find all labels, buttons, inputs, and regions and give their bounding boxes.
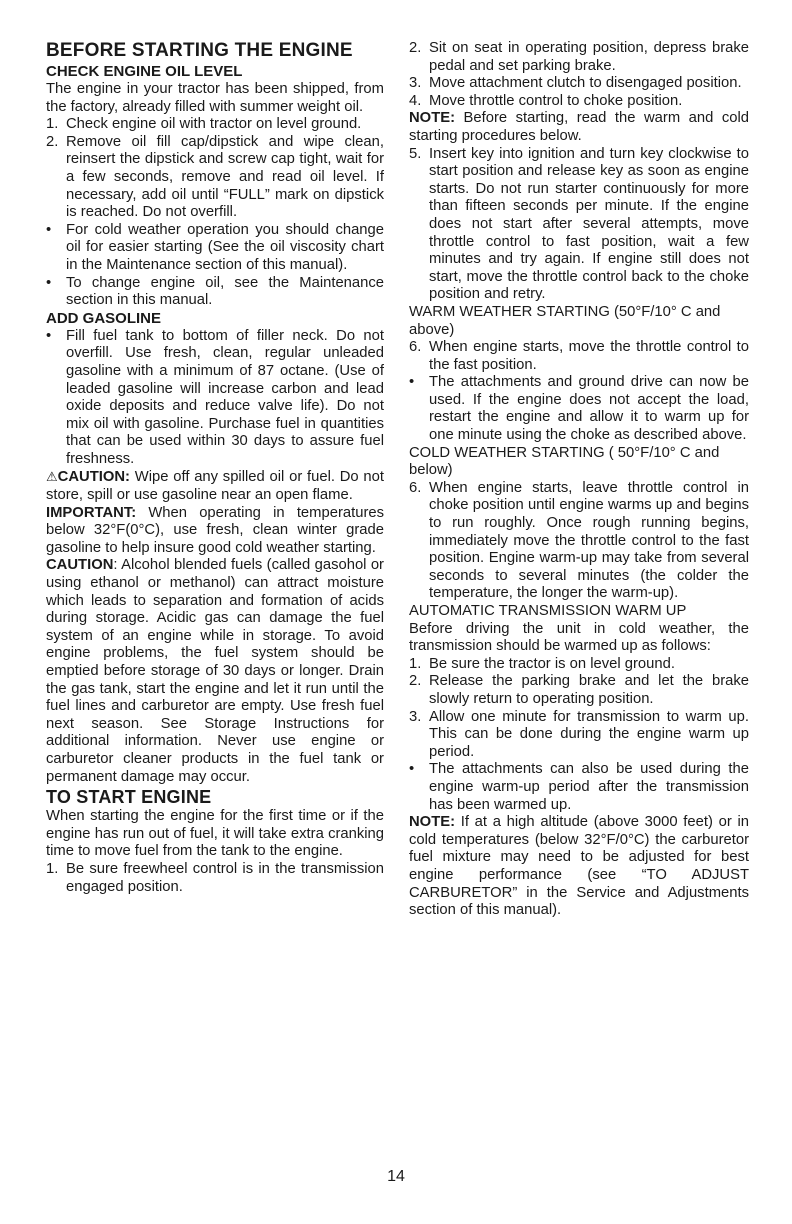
list-marker: 4. [409,92,422,109]
right-column [409,40,749,920]
list-text: To change engine oil, see the Maintenance section in this manual. [66,274,384,309]
list-text: Remove oil fill cap/dipstick and wipe clean, reinsert the dipstick and screw cap tight, wait for a few seconds, remove and read oil level. If necessary, add oil until “FULL” mark on dipstick is reached. Do not overfill. [66,133,384,221]
list-item [409,146,749,304]
oil-intro: The engine in your tractor has been shipped, from the factory, already filled with summer weight oil. [46,81,384,115]
warm-weather-heading: WARM WEATHER STARTING (50°F/10° C and above) [409,303,721,338]
list-item [409,339,749,374]
list-text: Be sure the tractor is on level ground. [429,655,675,672]
list-text: Release the parking brake and let the brake slowly return to operating position. [429,673,749,707]
note-paragraph [409,814,749,920]
caution-label: CAUTION [46,557,114,574]
list-marker: • [409,761,415,778]
list-item [409,93,749,111]
important-text: When operating in temperatures below 32°F(0°C), use fresh, clean winter grade gasoline to help insure good cold weather starting. [46,504,384,556]
note-text: Before starting, read the warm and cold starting procedures below. [409,110,749,144]
list-marker: • [46,274,52,291]
list-marker: 3. [409,75,422,92]
list-text: The attachments can also be used during the engine warm-up period after the transmission has been warmed up. [429,761,749,813]
list-text: For cold weather operation you should change oil for easier starting (See the oil viscosity chart in the Maintenance section of this manual). [66,221,384,273]
list-marker: 1. [46,860,59,877]
note-paragraph [409,110,749,145]
list-marker: • [409,374,415,391]
note-label: NOTE: [409,814,456,831]
important-label: IMPORTANT: [46,504,137,521]
list-marker: 3. [409,708,422,725]
list-text: Check engine oil with tractor on level ground. [66,116,362,133]
cold-weather-heading: COLD WEATHER STARTING ( 50°F/10° C and below) [409,444,720,479]
list-item [409,709,749,762]
list-marker: 1. [46,116,59,133]
page-number: 14 [387,1168,405,1185]
left-column [46,40,384,896]
list-marker: 5. [409,145,422,162]
start-engine-heading: TO START ENGINE [46,787,212,808]
start-intro: When starting the engine for the first time or if the engine has run out of fuel, it will take extra cranking time to move fuel from the tank to the engine. [46,808,384,860]
list-item [46,328,384,469]
list-item [46,134,384,222]
list-marker: 2. [409,673,422,690]
list-text: Fill fuel tank to bottom of filler neck. Do not overfill. Use fresh, clean, regular unleaded gasoline with a minimum of 87 octane. (Use of leaded gasoline will increase carbon and lead oxide deposits and reduce valve life). Do not mix oil with gasoline. Purchase fuel in quantities that can be used within 30 days to assure fuel freshness. [66,327,384,467]
note-text: If at a high altitude (above 3000 feet) or in cold temperatures (below 32°F/0°C) the carburetor fuel mixture may need to be adjusted for best engine performance (see “TO ADJUST CARBURETOR” in the Service and Adjustments section of this manual). [409,814,749,919]
warning-icon: ⚠ [46,469,58,485]
caution-text: Wipe off any spilled oil or fuel. Do not store, spill or use gasoline near an open flame. [46,469,384,504]
list-text: Be sure freewheel control is in the transmission engaged position. [66,860,384,895]
gasoline-heading: ADD GASOLINE [46,309,162,327]
oil-steps [46,116,384,310]
list-text: Move attachment clutch to disengaged position. [429,75,742,92]
list-text: Insert key into ignition and turn key clockwise to start position and release key as soon as engine starts. Do not run starter continuously for more than fifteen seconds per minute. If the engine does not start after several attempts, move throttle control to fast position, wait a few minutes and try again. If engine still does not start, move the throttle control back to the choke position and retry. [429,145,749,303]
caution-text: : Alcohol blended fuels (called gasohol or using ethanol or methanol) can attract moisture which leads to separation and formation of acids during storage. Acidic gas can damage the fuel system of an engine while in storage. To avoid engine problems, the fuel system should be emptied before storage of 30 days or longer. Drain the gas tank, start the engine and let it run until the fuel lines and carburetor are empty. Use fresh fuel next season. See Storage Instructions for additional information. Never use engine or carburetor cleaner products in the fuel tank or permanent damage may occur. [46,557,384,785]
list-marker: • [46,221,52,238]
list-marker: 6. [409,339,422,356]
list-item [409,761,749,814]
caution-paragraph [46,468,384,504]
list-item [46,116,384,134]
list-item [409,374,749,444]
list-text: The attachments and ground drive can now be used. If the engine does not accept the load, restart the engine and allow it to warm up for one minute using the choke as described above. [429,374,749,444]
caution-label: CAUTION: [57,469,130,486]
important-paragraph [46,505,384,558]
list-marker: 6. [409,479,422,496]
list-text: When engine starts, move the throttle control to the fast position. [429,339,749,373]
list-marker: 2. [409,40,422,56]
list-item [409,480,749,603]
list-text: Allow one minute for transmission to warm up. This can be done during the engine warm up period. [429,708,749,760]
transmission-heading: AUTOMATIC TRANSMISSION WARM UP [409,603,687,619]
note-label: NOTE: [409,110,456,127]
list-marker: • [46,327,52,344]
list-item [409,656,749,674]
section-title: BEFORE STARTING THE ENGINE [46,40,353,61]
alcohol-caution-paragraph [46,557,384,786]
list-item [46,275,384,310]
list-text: Sit on seat in operating position, depress brake pedal and set parking brake. [429,40,749,74]
list-item [46,861,384,896]
list-marker: 1. [409,655,422,672]
list-item [409,40,749,75]
list-marker: 2. [46,133,59,150]
list-item [46,222,384,275]
list-text: When engine starts, leave throttle control in choke position until engine warms up and begins to run roughly. Once rough running begins, immediately move the throttle control to the fast position. Engine warm-up may take from several seconds to several minutes (the colder the temperature, the longer the warm-up). [429,479,749,602]
list-text: Move throttle control to choke position. [429,92,683,109]
list-item [409,75,749,93]
transmission-intro: Before driving the unit in cold weather, the transmission should be warmed up as follows: [409,620,749,655]
oil-heading: CHECK ENGINE OIL LEVEL [46,63,243,80]
list-item [409,673,749,708]
